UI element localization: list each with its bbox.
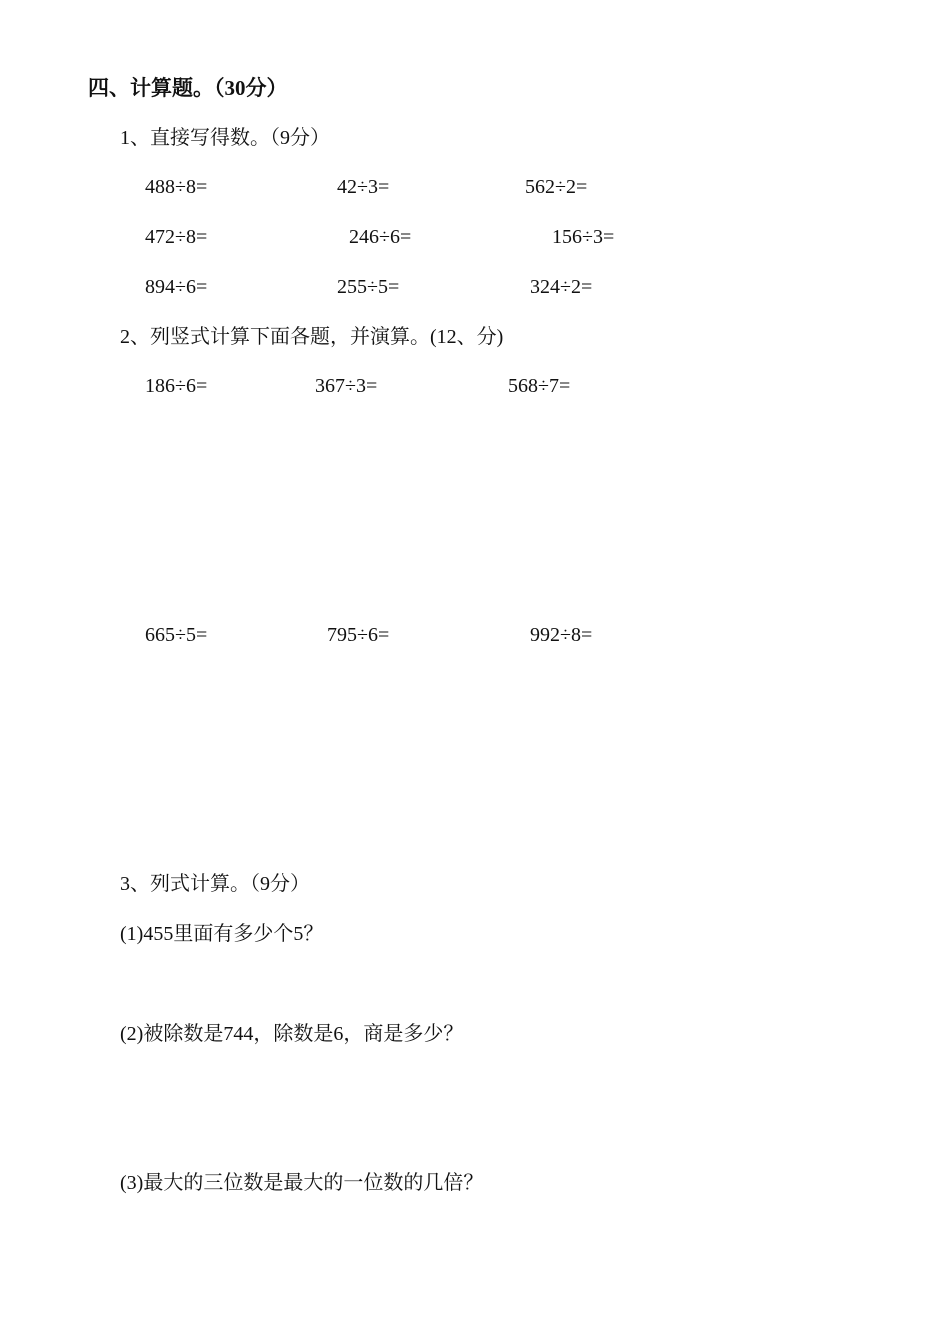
q1-equation: 246÷6= [349, 226, 412, 248]
q3-item: (1)455里面有多少个5？ [120, 923, 324, 945]
q1-equation: 324÷2= [530, 276, 593, 298]
q2-equation: 367÷3= [315, 375, 378, 397]
q1-equation: 472÷8= [145, 226, 208, 248]
q2-equation: 568÷7= [508, 375, 571, 397]
q1-equation: 894÷6= [145, 276, 208, 298]
q2-heading: 2、列竖式计算下面各题，并演算。(12、分) [120, 326, 504, 348]
q3-heading: 3、列式计算。（9分） [120, 873, 310, 895]
section-title: 四、计算题。（30分） [88, 76, 288, 100]
q3-item: (2)被除数是744，除数是6，商是多少？ [120, 1023, 464, 1045]
q1-equation: 255÷5= [337, 276, 400, 298]
q2-equation: 665÷5= [145, 624, 208, 646]
q1-equation: 562÷2= [525, 176, 588, 198]
q2-equation: 795÷6= [327, 624, 390, 646]
q2-equation: 186÷6= [145, 375, 208, 397]
q3-item: (3)最大的三位数是最大的一位数的几倍？ [120, 1172, 484, 1194]
q1-equation: 42÷3= [337, 176, 390, 198]
q1-equation: 156÷3= [552, 226, 615, 248]
q1-heading: 1、直接写得数。（9分） [120, 127, 330, 149]
q1-equation: 488÷8= [145, 176, 208, 198]
q2-equation: 992÷8= [530, 624, 593, 646]
